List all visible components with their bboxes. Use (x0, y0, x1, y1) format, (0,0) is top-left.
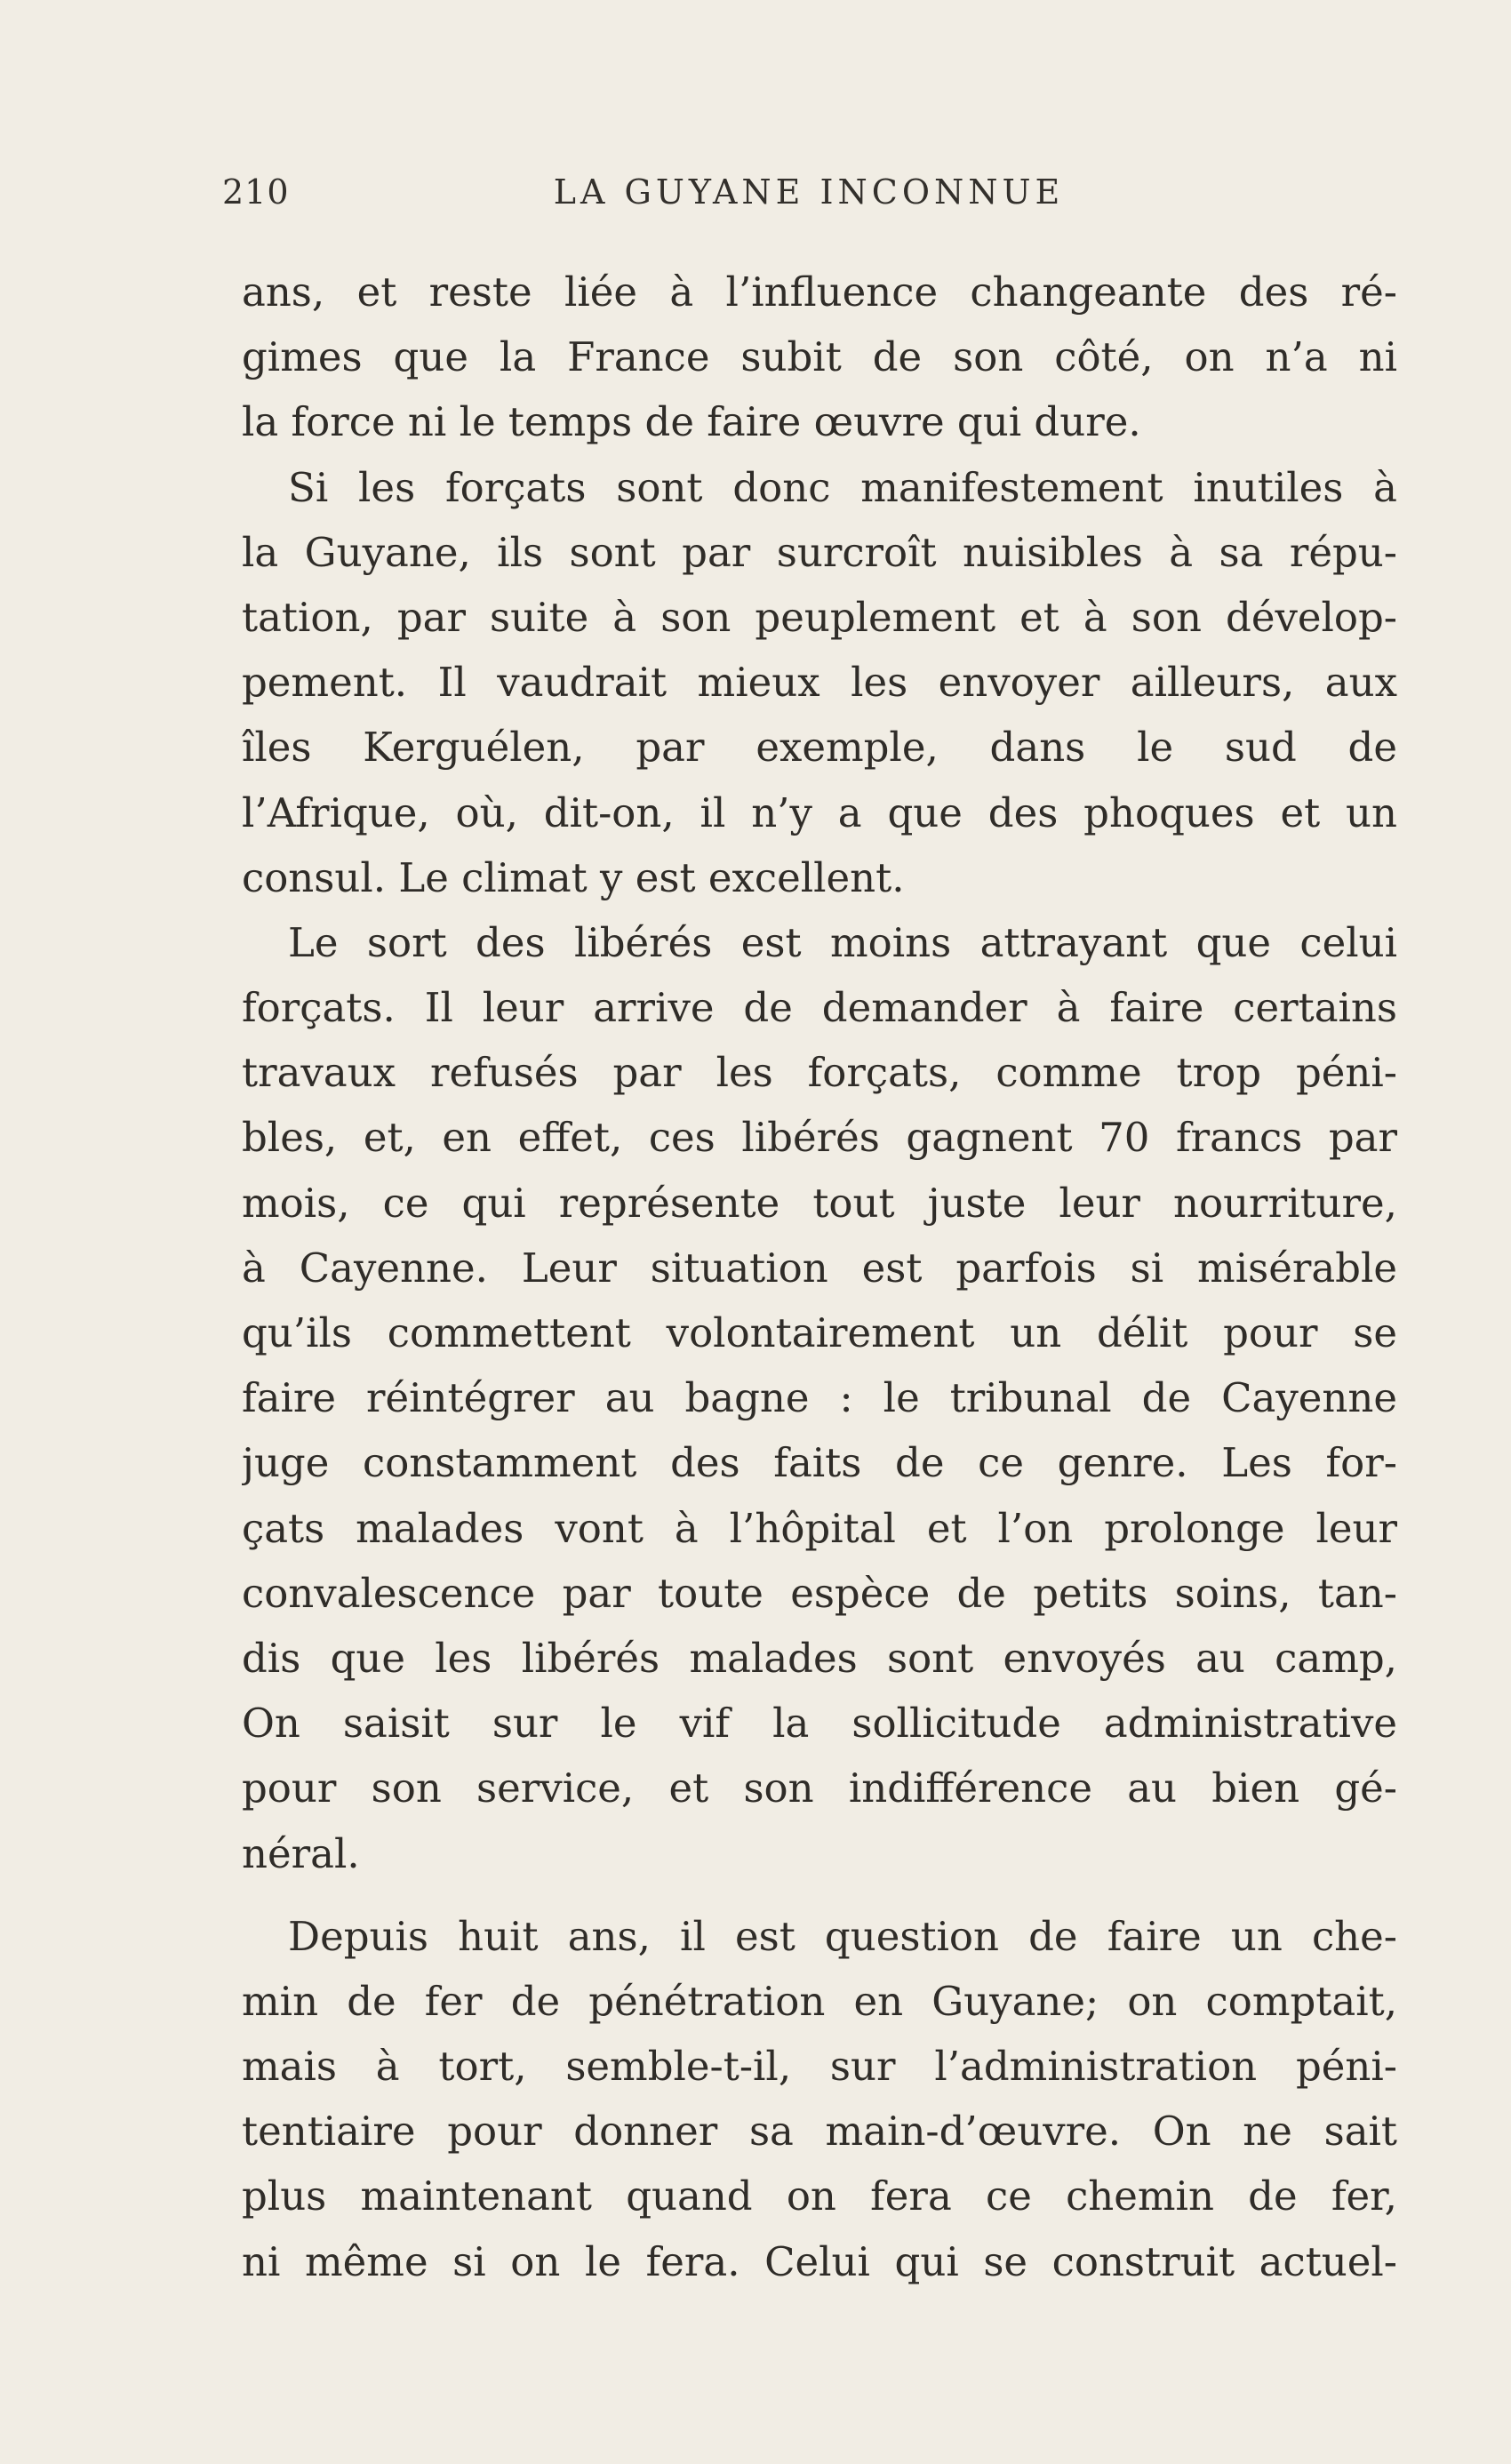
text-line: la Guyane, ils sont par surcroît nuisibles à sa répu- (242, 528, 1397, 576)
text-line: plus maintenant quand on fera ce chemin de fer, (242, 2172, 1397, 2220)
text-line: juge constamment des faits de ce genre. Les for- (242, 1439, 1397, 1487)
text-line: dis que les libérés malades sont envoyés au camp, (242, 1634, 1397, 1682)
text-line: gimes que la France subit de son côté, on n’a ni (242, 333, 1397, 381)
text-line: faire réintégrer au bagne : le tribunal de Cayenne (242, 1374, 1397, 1422)
page-number: 210 (222, 172, 290, 212)
text-line: l’Afrique, où, dit-on, il n’y a que des phoques et un (242, 788, 1397, 836)
text-line: forçats. Il leur arrive de demander à faire certains (242, 984, 1397, 1032)
text-line: consul. Le climat y est excellent. (242, 853, 905, 901)
text-line: On saisit sur le vif la sollicitude administrative (242, 1700, 1397, 1748)
text-line: tation, par suite à son peuplement et à son dévelop- (242, 593, 1397, 641)
text-line: Depuis huit ans, il est question de faire un che- (288, 1912, 1397, 1960)
text-line: çats malades vont à l’hôpital et l’on prolonge leur (242, 1504, 1397, 1552)
page-header (222, 172, 1395, 222)
text-line: Le sort des libérés est moins attrayant que celui (288, 918, 1397, 966)
text-line: Si les forçats sont donc manifestement inutiles à (288, 463, 1397, 511)
text-line: la force ni le temps de faire œuvre qui dure. (242, 398, 1141, 446)
text-line: convalescence par toute espèce de petits soins, tan- (242, 1569, 1397, 1617)
text-line: mais à tort, semble-t-il, sur l’administration péni- (242, 2043, 1397, 2091)
text-line: ans, et reste liée à l’influence changeante des ré- (242, 268, 1397, 316)
running-title: LA GUYANE INCONNUE (553, 172, 1065, 212)
text-line: bles, et, en effet, ces libérés gagnent 70 francs par (242, 1114, 1397, 1162)
text-line: à Cayenne. Leur situation est parfois si misérable (242, 1244, 1397, 1292)
text-line: mois, ce qui représente tout juste leur nourriture, (242, 1179, 1397, 1227)
text-line: néral. (242, 1829, 360, 1877)
body-text (242, 260, 1397, 2294)
text-line: pement. Il vaudrait mieux les envoyer ailleurs, aux (242, 659, 1397, 707)
text-line: qu’ils commettent volontairement un délit pour se (242, 1309, 1397, 1356)
text-line: pour son service, et son indifférence au bien gé- (242, 1764, 1397, 1812)
text-line: ni même si on le fera. Celui qui se construit actuel- (242, 2237, 1397, 2285)
text-line: travaux refusés par les forçats, comme trop péni- (242, 1049, 1397, 1097)
text-line: min de fer de pénétration en Guyane; on comptait, (242, 1977, 1397, 2025)
text-line: tentiaire pour donner sa main-d’œuvre. On ne sait (242, 2108, 1397, 2156)
text-line: îles Kerguélen, par exemple, dans le sud de (242, 724, 1397, 772)
